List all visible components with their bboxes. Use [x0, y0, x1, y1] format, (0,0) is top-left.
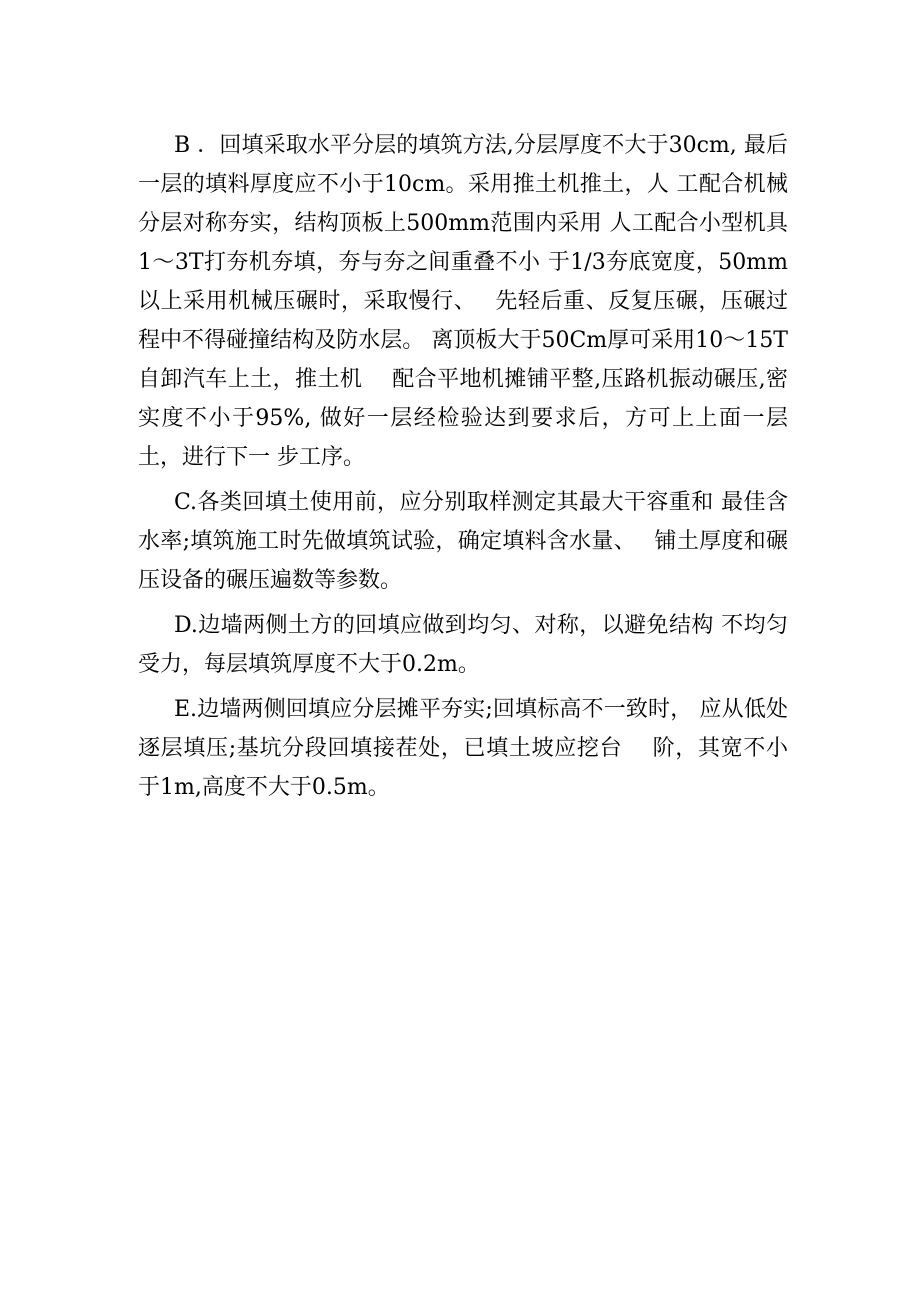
paragraph-c: C.各类回填土使用前，应分别取样测定其最大干容重和 最佳含水率;填筑施工时先做填筑试验，确定填料含水量、 铺土厚度和碾压设备的碾压遍数等参数。 [138, 490, 788, 593]
paragraph-e: E.边墙两侧回填应分层摊平夯实;回填标高不一致时， 应从低处逐层填压;基坑分段回填接茬处，已填土坡应挖台 阶，其宽不小于1m,高度不大于0.5m。 [138, 697, 788, 800]
paragraph-b: B ．回填采取水平分层的填筑方法,分层厚度不大于30cm, 最后一层的填料厚度应不小于10cm。采用推土机推土，人 工配合机械分层对称夯实，结构顶板上500mm范围内采用 人工配合小型机具1～3T打夯机夯填，夯与夯之间重叠不小 于1/3夯底宽度，50mm以上采用机械压碾时，采取慢行、 先轻后重、反复压碾，压碾过程中不得碰撞结构及防水层。 离顶板大于50Cm厚可采用10～15T自卸汽车上土，推土机 配合平地机摊铺平整,压路机振动碾压,密实度不小于95%, 做好一层经检验达到要求后，方可上上面一层土，进行下一 步工序。 [138, 133, 789, 470]
paragraph-d: D.边墙两侧土方的回填应做到均匀、对称，以避免结构 不均匀受力，每层填筑厚度不大于0.2m。 [138, 613, 788, 677]
document-body [138, 126, 788, 807]
